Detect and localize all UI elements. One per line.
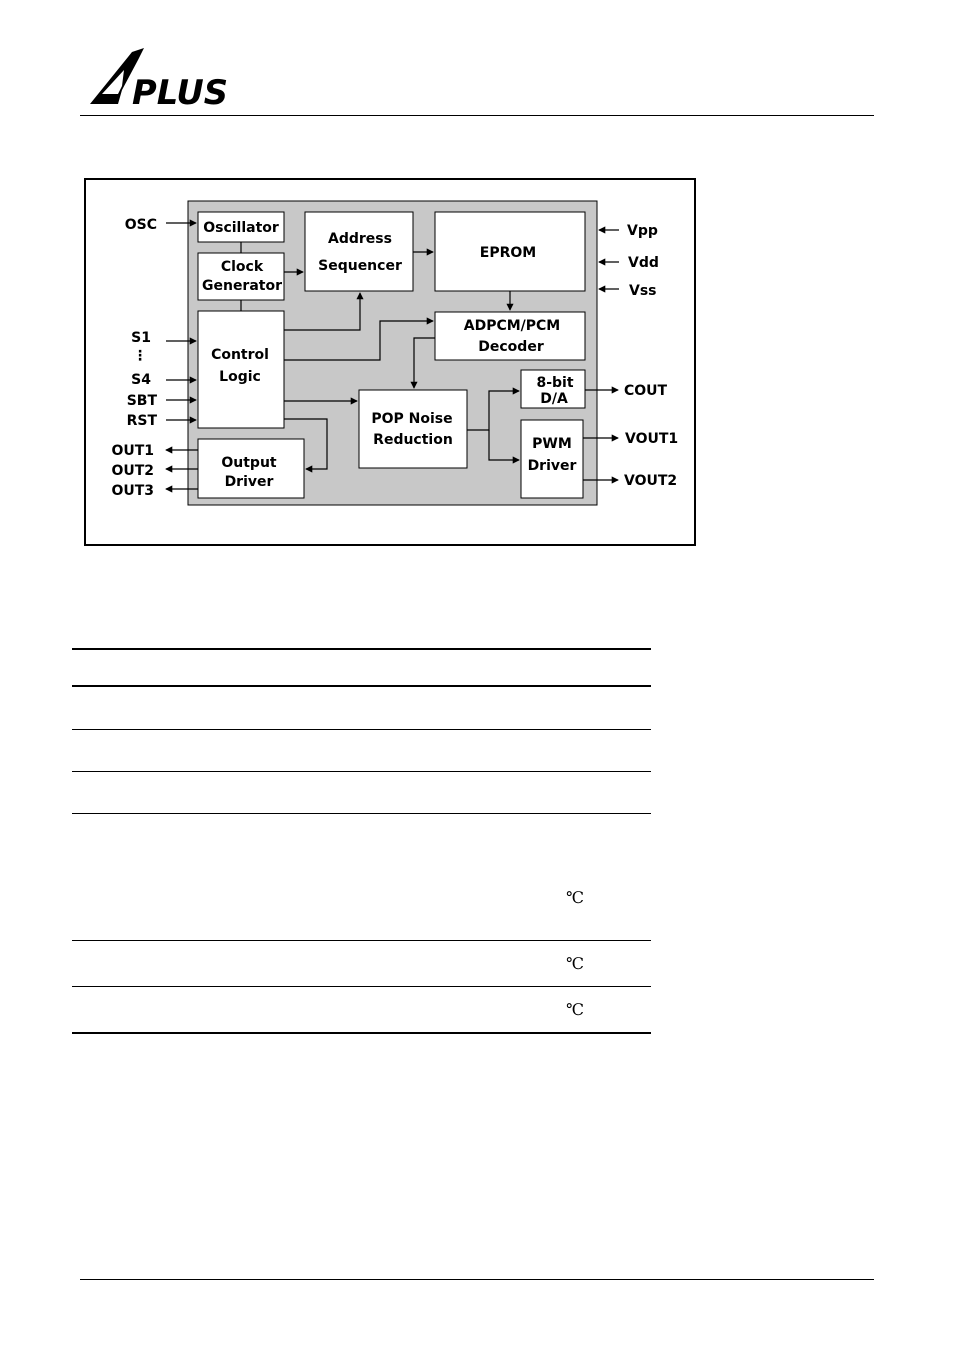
diagram-label: Sequencer xyxy=(318,258,402,274)
diagram-label: OSC xyxy=(124,217,157,233)
diagram-label: SBT xyxy=(126,393,157,409)
diagram-label: ADPCM/PCM xyxy=(463,318,561,334)
footer-rule xyxy=(80,1279,874,1280)
table-rule xyxy=(72,771,651,772)
diagram-label: VOUT1 xyxy=(625,431,679,447)
diagram-label: OUT2 xyxy=(111,463,154,479)
diagram-label: POP Noise xyxy=(371,411,453,427)
unit-celsius: ℃ xyxy=(566,888,584,907)
aplus-logo xyxy=(88,46,230,108)
table-rule-top xyxy=(72,648,651,650)
table-rule xyxy=(72,940,651,941)
diagram-label: OUT3 xyxy=(111,483,154,499)
diagram-label: Vpp xyxy=(627,223,658,239)
diagram-label: Vdd xyxy=(628,255,659,271)
header-rule xyxy=(80,115,874,116)
table-rule-header xyxy=(72,685,651,687)
unit-celsius: ℃ xyxy=(566,1000,584,1019)
diagram-label: Generator xyxy=(201,278,283,294)
table-rule xyxy=(72,986,651,987)
diagram-label: S1 xyxy=(131,330,151,346)
diagram-label: PWM xyxy=(532,436,572,452)
oscillator-label: Oscillator xyxy=(203,220,279,236)
svg-text:PLUS: PLUS xyxy=(132,73,228,108)
block-diagram xyxy=(84,178,697,547)
table-rule xyxy=(72,813,651,814)
diagram-label: 8-bit xyxy=(536,375,574,391)
table-rule-bottom xyxy=(72,1032,651,1034)
pop-noise-block xyxy=(359,390,467,468)
diagram-label: Driver xyxy=(527,458,577,474)
diagram-label: Logic xyxy=(219,369,261,385)
diagram-label: D/A xyxy=(540,391,568,407)
diagram-label: S4 xyxy=(131,372,151,388)
diagram-label: Output xyxy=(221,455,277,471)
diagram-label: Clock xyxy=(220,259,264,275)
diagram-label: OUT1 xyxy=(111,443,154,459)
diagram-label: COUT xyxy=(624,383,668,399)
diagram-label: Address xyxy=(328,231,392,247)
diagram-label: Driver xyxy=(224,474,274,490)
table-rule xyxy=(72,729,651,730)
unit-celsius: ℃ xyxy=(566,954,584,973)
diagram-label: Control xyxy=(211,347,269,363)
address-sequencer-block xyxy=(305,212,413,291)
diagram-label: VOUT2 xyxy=(624,473,678,489)
diagram-label: Reduction xyxy=(373,432,453,448)
eprom-label: EPROM xyxy=(479,245,537,261)
diagram-label: Decoder xyxy=(478,339,544,355)
diagram-label: RST xyxy=(126,413,157,429)
diagram-label: Vss xyxy=(629,283,657,299)
diagram-label: ⋮ xyxy=(133,348,147,364)
